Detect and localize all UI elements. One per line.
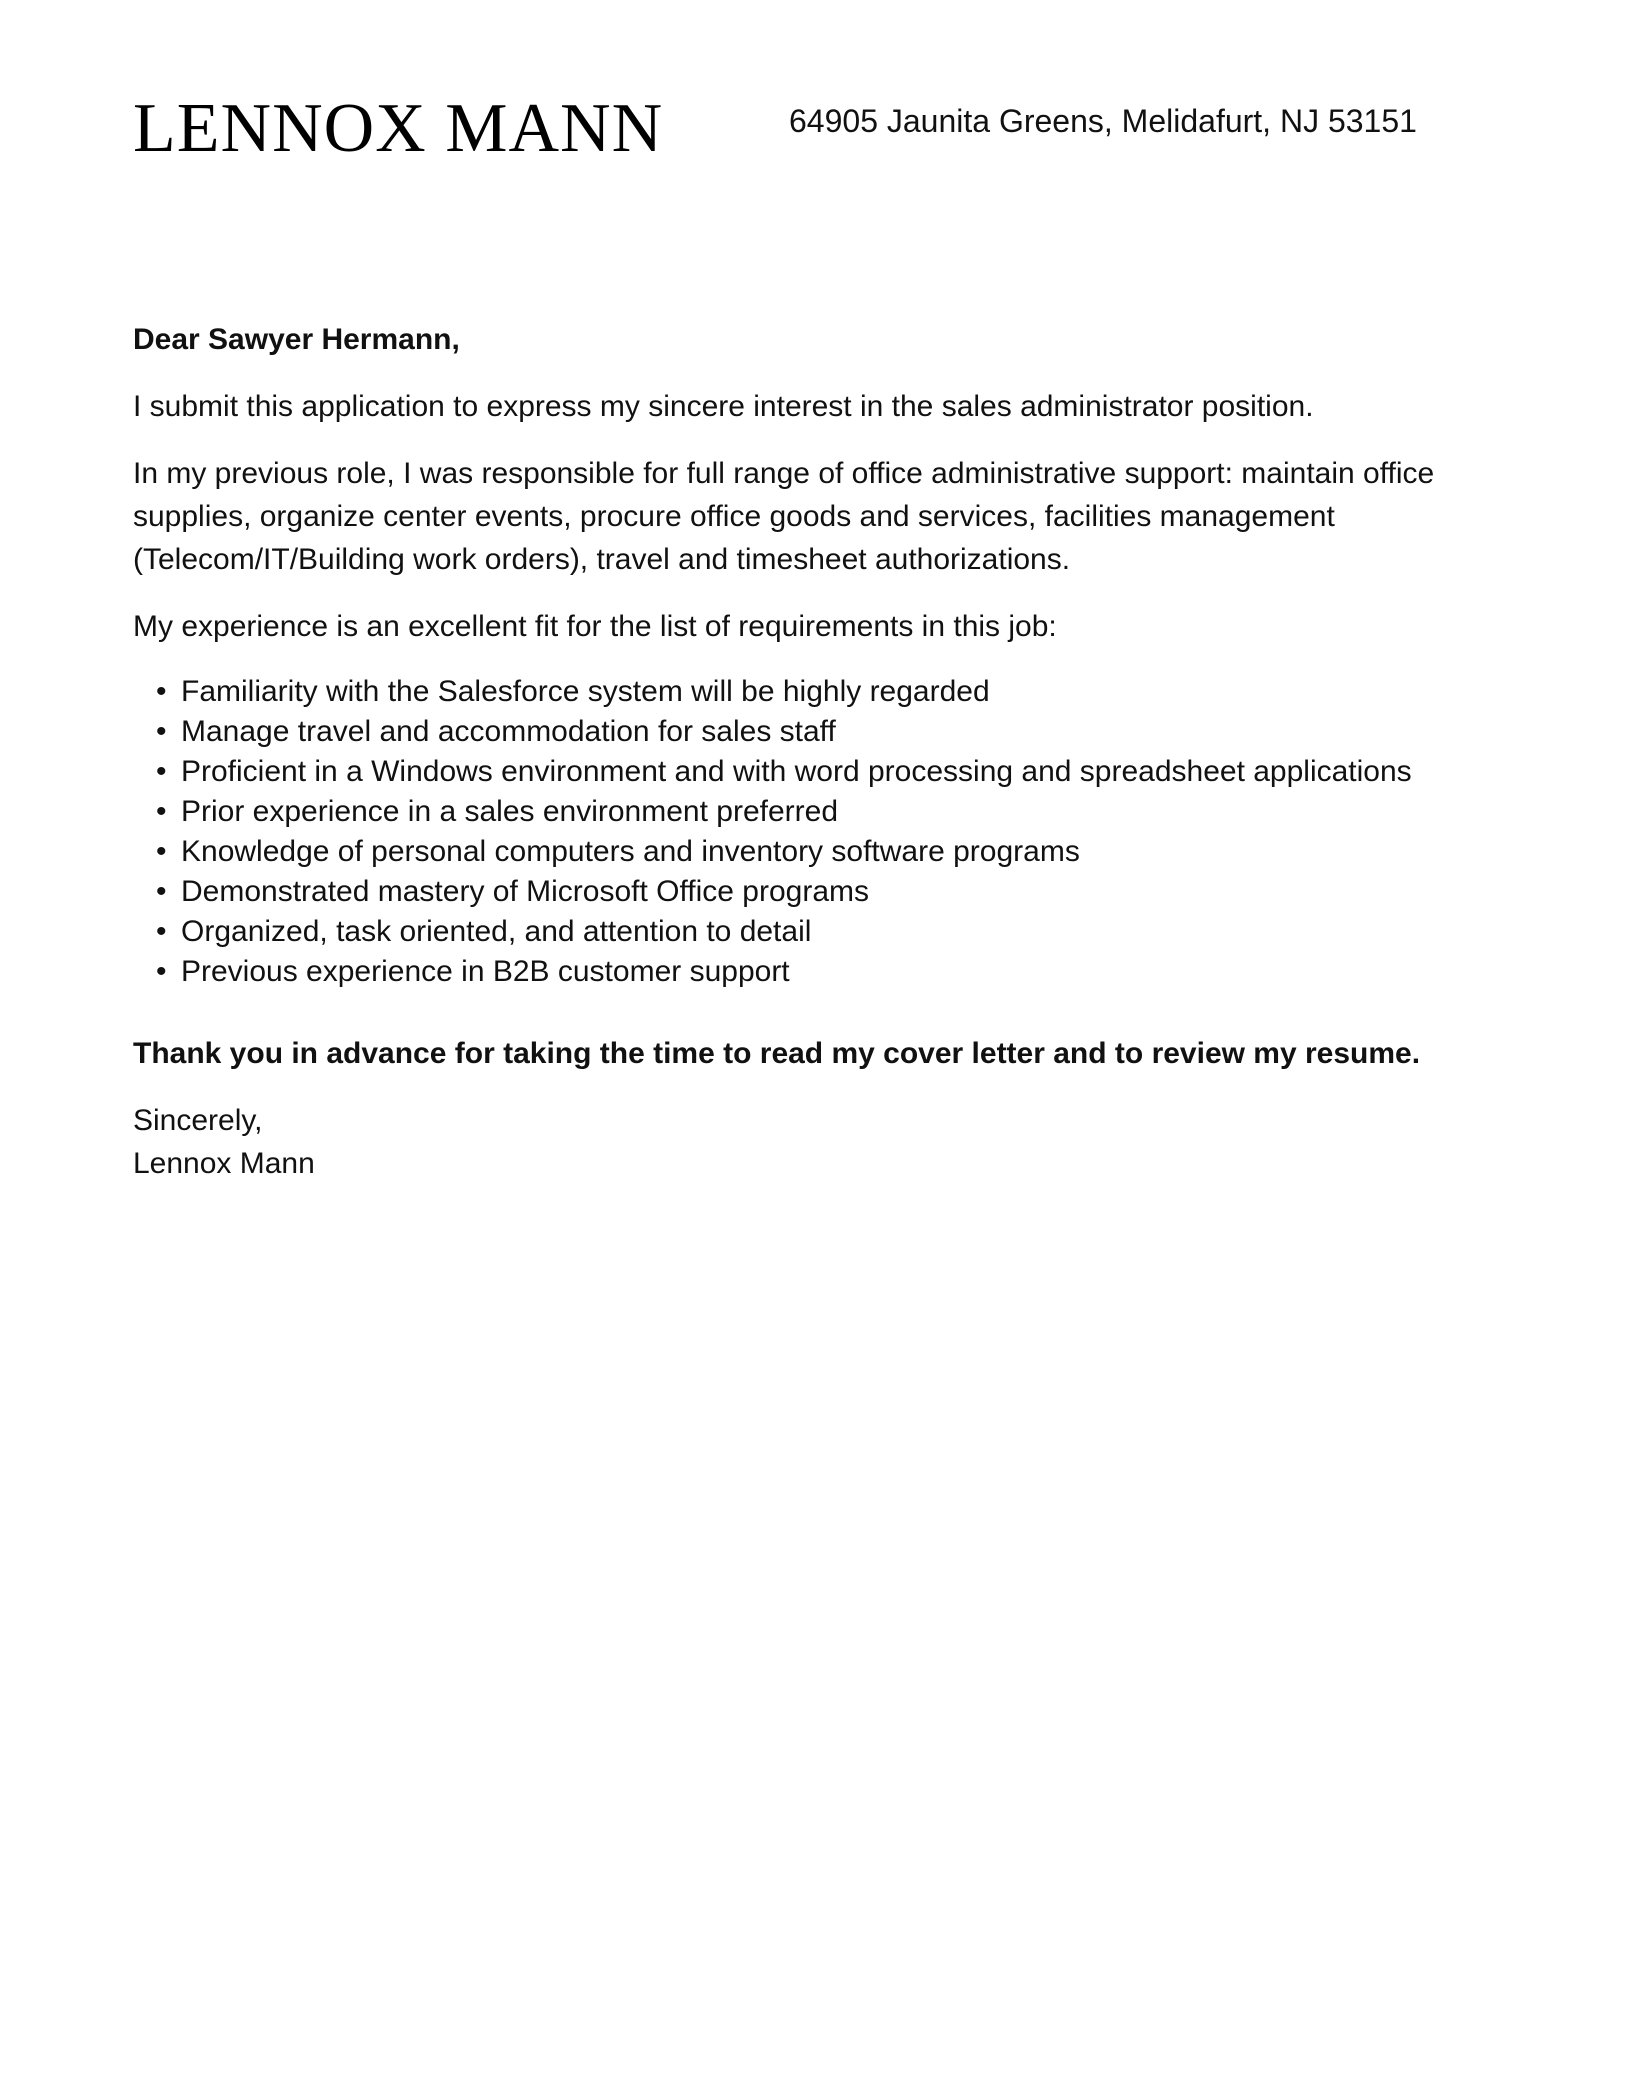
requirement-text: Demonstrated mastery of Microsoft Office programs [181, 875, 870, 908]
letter-body [133, 318, 1503, 1185]
bullet-icon: • [156, 795, 167, 828]
signature: Lennox Mann [133, 1147, 315, 1180]
list-item [133, 792, 1503, 832]
bullet-icon: • [156, 715, 167, 748]
requirement-text: Previous experience in B2B customer support [181, 955, 790, 988]
sender-address: 64905 Jaunita Greens, Melidafurt, NJ 53151 [789, 103, 1417, 139]
list-item [133, 912, 1503, 952]
bullet-icon: • [156, 675, 167, 708]
intro-paragraph: I submit this application to express my sincere interest in the sales administrator position. [133, 390, 1314, 423]
list-item [133, 952, 1503, 992]
letter-header [133, 84, 1513, 174]
closing: Sincerely, [133, 1104, 263, 1137]
bullet-icon: • [156, 835, 167, 868]
list-item [133, 872, 1503, 912]
requirements-list [133, 672, 1503, 992]
salutation: Dear Sawyer Hermann, [133, 323, 460, 356]
requirement-text: Proficient in a Windows environment and with word processing and spreadsheet applications [181, 755, 1412, 788]
bullet-icon: • [156, 955, 167, 988]
requirement-text: Manage travel and accommodation for sales staff [181, 715, 836, 748]
bullet-icon: • [156, 915, 167, 948]
requirement-text: Organized, task oriented, and attention to detail [181, 915, 812, 948]
list-item [133, 752, 1503, 792]
list-item [133, 712, 1503, 752]
list-item [133, 832, 1503, 872]
requirement-text: Familiarity with the Salesforce system will be highly regarded [181, 675, 990, 708]
thank-you-paragraph: Thank you in advance for taking the time to read my cover letter and to review my resume. [133, 1037, 1421, 1070]
requirement-text: Knowledge of personal computers and inventory software programs [181, 835, 1080, 868]
requirement-text: Prior experience in a sales environment preferred [181, 795, 838, 828]
sender-name: LENNOX MANN [133, 90, 664, 167]
experience-paragraph: In my previous role, I was responsible for full range of office administrative support: maintain office supplies, organize center events, procure office goods and services, facilities management (Telecom/IT/Building work orders), travel and timesheet authorizations. [133, 457, 1435, 576]
fit-statement: My experience is an excellent fit for the list of requirements in this job: [133, 610, 1057, 643]
list-item [133, 672, 1503, 712]
bullet-icon: • [156, 755, 167, 788]
bullet-icon: • [156, 875, 167, 908]
